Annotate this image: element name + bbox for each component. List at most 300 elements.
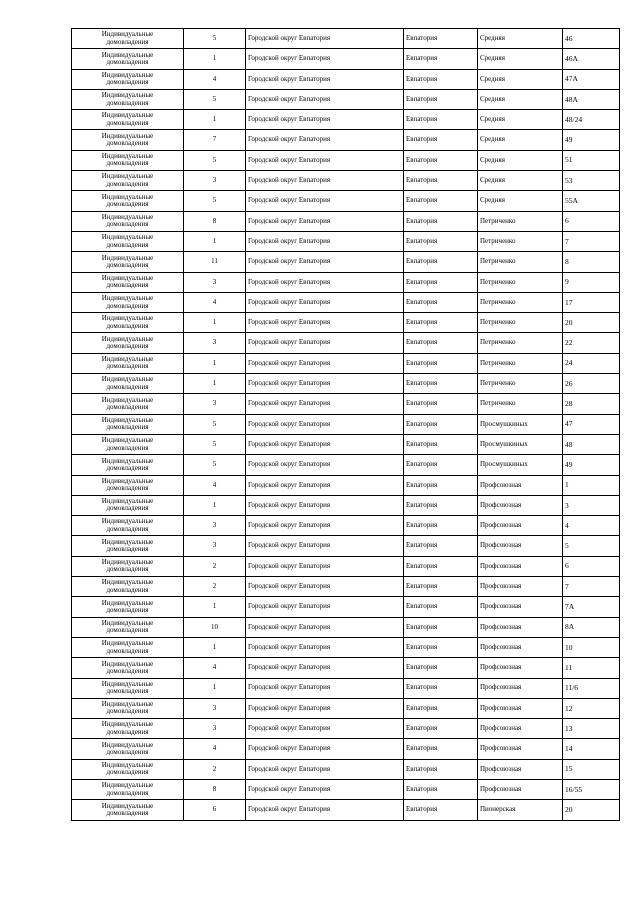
cell-street: Средняя <box>478 191 563 211</box>
table-row <box>72 678 620 698</box>
cell-street: Петриченко <box>478 231 563 251</box>
cell-district: Городской округ Евпатория <box>246 739 404 759</box>
property-type-text: домовладения <box>106 484 149 493</box>
cell-count: 1 <box>184 374 246 394</box>
cell-street: Средняя <box>478 171 563 191</box>
table-row <box>72 455 620 475</box>
property-type-text: Индивидуальные <box>101 253 154 262</box>
cell-property-type <box>72 536 184 556</box>
cell-house-number: 3 <box>563 495 620 515</box>
cell-count: 4 <box>184 69 246 89</box>
cell-city: Евпатория <box>404 495 478 515</box>
table-row <box>72 719 620 739</box>
cell-property-type <box>72 414 184 434</box>
cell-house-number: 46 <box>563 29 620 49</box>
cell-district: Городской округ Евпатория <box>246 637 404 657</box>
cell-property-type <box>72 252 184 272</box>
property-type-text: Индивидуальные <box>101 50 154 59</box>
property-type-text: Индивидуальные <box>101 375 154 384</box>
cell-city: Евпатория <box>404 617 478 637</box>
cell-count: 4 <box>184 475 246 495</box>
cell-property-type <box>72 516 184 536</box>
cell-city: Евпатория <box>404 49 478 69</box>
cell-property-type <box>72 658 184 678</box>
property-type-text: Индивидуальные <box>101 91 154 100</box>
table-row <box>72 556 620 576</box>
property-type-text: Индивидуальные <box>101 436 154 445</box>
cell-street: Просмушкиных <box>478 455 563 475</box>
cell-count: 4 <box>184 658 246 678</box>
cell-district: Городской округ Евпатория <box>246 475 404 495</box>
cell-house-number: 47А <box>563 69 620 89</box>
cell-district: Городской округ Евпатория <box>246 211 404 231</box>
cell-house-number: 10 <box>563 637 620 657</box>
property-type-text: Индивидуальные <box>101 111 154 120</box>
cell-city: Евпатория <box>404 353 478 373</box>
cell-district: Городской округ Евпатория <box>246 779 404 799</box>
cell-district: Городской округ Евпатория <box>246 353 404 373</box>
property-type-text: домовладения <box>106 768 149 777</box>
cell-street: Профсоюзная <box>478 617 563 637</box>
cell-district: Городской округ Евпатория <box>246 252 404 272</box>
property-type-text: Индивидуальные <box>101 639 154 648</box>
cell-street: Профсоюзная <box>478 637 563 657</box>
property-type-text: домовладения <box>106 707 149 716</box>
cell-street: Профсоюзная <box>478 719 563 739</box>
cell-district: Городской округ Евпатория <box>246 414 404 434</box>
cell-city: Евпатория <box>404 779 478 799</box>
cell-count: 4 <box>184 739 246 759</box>
cell-city: Евпатория <box>404 171 478 191</box>
cell-street: Средняя <box>478 89 563 109</box>
cell-district: Городской округ Евпатория <box>246 719 404 739</box>
cell-city: Евпатория <box>404 556 478 576</box>
cell-house-number: 49 <box>563 130 620 150</box>
property-type-text: Индивидуальные <box>101 618 154 627</box>
cell-property-type <box>72 779 184 799</box>
cell-count: 10 <box>184 617 246 637</box>
property-type-text: домовладения <box>106 646 149 655</box>
property-type-text: Индивидуальные <box>101 700 154 709</box>
cell-district: Городской округ Евпатория <box>246 495 404 515</box>
cell-street: Профсоюзная <box>478 516 563 536</box>
cell-street: Средняя <box>478 69 563 89</box>
cell-count: 5 <box>184 89 246 109</box>
cell-house-number: 48/24 <box>563 110 620 130</box>
cell-house-number: 1 <box>563 475 620 495</box>
cell-district: Городской округ Евпатория <box>246 434 404 454</box>
property-type-text: Индивидуальные <box>101 152 154 161</box>
cell-count: 2 <box>184 577 246 597</box>
table-row <box>72 617 620 637</box>
cell-count: 7 <box>184 130 246 150</box>
cell-city: Евпатория <box>404 313 478 333</box>
property-type-text: домовладения <box>106 342 149 351</box>
property-type-text: домовладения <box>106 748 149 757</box>
cell-street: Средняя <box>478 130 563 150</box>
property-type-text: домовладения <box>106 524 149 533</box>
cell-city: Евпатория <box>404 597 478 617</box>
cell-property-type <box>72 272 184 292</box>
cell-street: Петриченко <box>478 394 563 414</box>
cell-house-number: 20 <box>563 313 620 333</box>
cell-city: Евпатория <box>404 29 478 49</box>
table-row <box>72 658 620 678</box>
cell-property-type <box>72 394 184 414</box>
cell-street: Пионерская <box>478 800 563 820</box>
cell-district: Городской округ Евпатория <box>246 89 404 109</box>
table-row <box>72 597 620 617</box>
cell-property-type <box>72 231 184 251</box>
table-row <box>72 211 620 231</box>
property-type-text: Индивидуальные <box>101 212 154 221</box>
cell-count: 5 <box>184 434 246 454</box>
cell-city: Евпатория <box>404 231 478 251</box>
cell-district: Городской округ Евпатория <box>246 374 404 394</box>
cell-city: Евпатория <box>404 516 478 536</box>
cell-district: Городской округ Евпатория <box>246 698 404 718</box>
property-type-text: домовладения <box>106 301 149 310</box>
cell-district: Городской округ Евпатория <box>246 577 404 597</box>
cell-street: Средняя <box>478 110 563 130</box>
property-type-text: домовладения <box>106 808 149 817</box>
cell-district: Городской округ Евпатория <box>246 130 404 150</box>
property-type-text: Индивидуальные <box>101 334 154 343</box>
property-type-text: Индивидуальные <box>101 395 154 404</box>
cell-street: Петриченко <box>478 374 563 394</box>
cell-city: Евпатория <box>404 252 478 272</box>
property-type-text: домовладения <box>106 37 149 46</box>
property-type-text: домовладения <box>106 504 149 513</box>
cell-street: Петриченко <box>478 211 563 231</box>
property-type-text: домовладения <box>106 585 149 594</box>
table-row <box>72 252 620 272</box>
cell-count: 11 <box>184 252 246 272</box>
cell-house-number: 7А <box>563 597 620 617</box>
cell-count: 1 <box>184 313 246 333</box>
cell-district: Городской округ Евпатория <box>246 313 404 333</box>
cell-city: Евпатория <box>404 698 478 718</box>
cell-count: 3 <box>184 394 246 414</box>
cell-property-type <box>72 719 184 739</box>
cell-house-number: 47 <box>563 414 620 434</box>
cell-street: Просмушкиных <box>478 414 563 434</box>
cell-district: Городской округ Евпатория <box>246 800 404 820</box>
table-row <box>72 29 620 49</box>
cell-property-type <box>72 211 184 231</box>
table-row <box>72 272 620 292</box>
cell-district: Городской округ Евпатория <box>246 536 404 556</box>
cell-city: Евпатория <box>404 89 478 109</box>
property-type-text: домовладения <box>106 382 149 391</box>
cell-count: 1 <box>184 231 246 251</box>
cell-house-number: 6 <box>563 211 620 231</box>
cell-district: Городской округ Евпатория <box>246 617 404 637</box>
cell-house-number: 14 <box>563 739 620 759</box>
cell-property-type <box>72 333 184 353</box>
cell-street: Профсоюзная <box>478 536 563 556</box>
cell-city: Евпатория <box>404 110 478 130</box>
cell-property-type <box>72 150 184 170</box>
cell-property-type <box>72 617 184 637</box>
cell-house-number: 7 <box>563 577 620 597</box>
cell-property-type <box>72 353 184 373</box>
cell-city: Евпатория <box>404 577 478 597</box>
cell-street: Профсоюзная <box>478 495 563 515</box>
table-row <box>72 89 620 109</box>
cell-street: Петриченко <box>478 252 563 272</box>
property-type-text: домовладения <box>106 727 149 736</box>
cell-count: 1 <box>184 495 246 515</box>
cell-count: 5 <box>184 455 246 475</box>
cell-street: Профсоюзная <box>478 556 563 576</box>
cell-house-number: 26 <box>563 374 620 394</box>
property-type-text: домовладения <box>106 200 149 209</box>
cell-street: Средняя <box>478 49 563 69</box>
cell-street: Профсоюзная <box>478 577 563 597</box>
cell-property-type <box>72 455 184 475</box>
cell-district: Городской округ Евпатория <box>246 759 404 779</box>
property-type-text: Индивидуальные <box>101 30 154 39</box>
cell-house-number: 48 <box>563 434 620 454</box>
property-type-text: Индивидуальные <box>101 517 154 526</box>
cell-count: 4 <box>184 292 246 312</box>
cell-district: Городской округ Евпатория <box>246 556 404 576</box>
table-row <box>72 414 620 434</box>
cell-house-number: 13 <box>563 719 620 739</box>
cell-street: Профсоюзная <box>478 678 563 698</box>
table-row <box>72 495 620 515</box>
property-type-text: Индивидуальные <box>101 131 154 140</box>
cell-house-number: 8 <box>563 252 620 272</box>
cell-city: Евпатория <box>404 272 478 292</box>
cell-street: Петриченко <box>478 333 563 353</box>
cell-city: Евпатория <box>404 536 478 556</box>
cell-house-number: 55А <box>563 191 620 211</box>
table-row <box>72 333 620 353</box>
cell-property-type <box>72 698 184 718</box>
cell-property-type <box>72 800 184 820</box>
cell-property-type <box>72 637 184 657</box>
property-type-text: Индивидуальные <box>101 355 154 364</box>
property-type-text: домовладения <box>106 281 149 290</box>
property-type-text: домовладения <box>106 78 149 87</box>
cell-house-number: 16/55 <box>563 779 620 799</box>
property-type-text: домовладения <box>106 118 149 127</box>
cell-house-number: 20 <box>563 800 620 820</box>
cell-property-type <box>72 475 184 495</box>
cell-street: Петриченко <box>478 272 563 292</box>
cell-count: 1 <box>184 353 246 373</box>
property-type-text: Индивидуальные <box>101 679 154 688</box>
cell-district: Городской округ Евпатория <box>246 69 404 89</box>
cell-count: 3 <box>184 272 246 292</box>
table-row <box>72 69 620 89</box>
table-row <box>72 231 620 251</box>
address-table <box>71 28 620 821</box>
cell-city: Евпатория <box>404 130 478 150</box>
property-type-text: Индивидуальные <box>101 70 154 79</box>
table-row <box>72 536 620 556</box>
table-row <box>72 49 620 69</box>
table-row <box>72 516 620 536</box>
cell-street: Средняя <box>478 29 563 49</box>
property-type-text: Индивидуальные <box>101 476 154 485</box>
cell-house-number: 17 <box>563 292 620 312</box>
cell-house-number: 11/6 <box>563 678 620 698</box>
table-row <box>72 434 620 454</box>
cell-street: Профсоюзная <box>478 698 563 718</box>
property-type-text: Индивидуальные <box>101 801 154 810</box>
cell-city: Евпатория <box>404 759 478 779</box>
cell-property-type <box>72 89 184 109</box>
cell-count: 5 <box>184 29 246 49</box>
cell-street: Петриченко <box>478 313 563 333</box>
property-type-text: Индивидуальные <box>101 233 154 242</box>
cell-property-type <box>72 49 184 69</box>
property-type-text: домовладения <box>106 687 149 696</box>
cell-count: 3 <box>184 719 246 739</box>
cell-property-type <box>72 434 184 454</box>
cell-street: Петриченко <box>478 353 563 373</box>
cell-house-number: 48А <box>563 89 620 109</box>
cell-street: Просмушкиных <box>478 434 563 454</box>
cell-property-type <box>72 130 184 150</box>
table-row <box>72 171 620 191</box>
cell-count: 3 <box>184 171 246 191</box>
cell-property-type <box>72 597 184 617</box>
property-type-text: Индивидуальные <box>101 537 154 546</box>
table-row <box>72 374 620 394</box>
cell-count: 1 <box>184 110 246 130</box>
table-body <box>72 29 620 821</box>
cell-count: 1 <box>184 637 246 657</box>
cell-property-type <box>72 171 184 191</box>
cell-street: Петриченко <box>478 292 563 312</box>
property-type-text: домовладения <box>106 545 149 554</box>
property-type-text: Индивидуальные <box>101 294 154 303</box>
cell-house-number: 24 <box>563 353 620 373</box>
cell-house-number: 8А <box>563 617 620 637</box>
property-type-text: домовладения <box>106 57 149 66</box>
cell-count: 6 <box>184 800 246 820</box>
cell-street: Профсоюзная <box>478 759 563 779</box>
cell-district: Городской округ Евпатория <box>246 658 404 678</box>
property-type-text: Индивидуальные <box>101 415 154 424</box>
cell-street: Профсоюзная <box>478 739 563 759</box>
cell-district: Городской округ Евпатория <box>246 29 404 49</box>
cell-property-type <box>72 495 184 515</box>
property-type-text: домовладения <box>106 626 149 635</box>
table-row <box>72 313 620 333</box>
cell-district: Городской округ Евпатория <box>246 516 404 536</box>
cell-property-type <box>72 29 184 49</box>
cell-property-type <box>72 191 184 211</box>
cell-house-number: 4 <box>563 516 620 536</box>
cell-city: Евпатория <box>404 434 478 454</box>
cell-city: Евпатория <box>404 719 478 739</box>
property-type-text: домовладения <box>106 788 149 797</box>
table-row <box>72 800 620 820</box>
cell-city: Евпатория <box>404 191 478 211</box>
cell-street: Профсоюзная <box>478 597 563 617</box>
cell-district: Городской округ Евпатория <box>246 455 404 475</box>
cell-house-number: 22 <box>563 333 620 353</box>
property-type-text: домовладения <box>106 321 149 330</box>
cell-house-number: 9 <box>563 272 620 292</box>
cell-city: Евпатория <box>404 739 478 759</box>
property-type-text: Индивидуальные <box>101 760 154 769</box>
cell-city: Евпатория <box>404 394 478 414</box>
cell-house-number: 28 <box>563 394 620 414</box>
cell-count: 2 <box>184 759 246 779</box>
table-row <box>72 577 620 597</box>
cell-count: 5 <box>184 191 246 211</box>
property-type-text: Индивидуальные <box>101 659 154 668</box>
table-row <box>72 150 620 170</box>
property-type-text: Индивидуальные <box>101 781 154 790</box>
property-type-text: домовладения <box>106 139 149 148</box>
cell-city: Евпатория <box>404 678 478 698</box>
property-type-text: домовладения <box>106 443 149 452</box>
cell-district: Городской округ Евпатория <box>246 150 404 170</box>
cell-city: Евпатория <box>404 211 478 231</box>
cell-count: 1 <box>184 597 246 617</box>
property-type-text: Индивидуальные <box>101 598 154 607</box>
cell-city: Евпатория <box>404 475 478 495</box>
property-type-text: домовладения <box>106 260 149 269</box>
cell-district: Городской округ Евпатория <box>246 191 404 211</box>
property-type-text: Индивидуальные <box>101 314 154 323</box>
cell-city: Евпатория <box>404 414 478 434</box>
cell-property-type <box>72 313 184 333</box>
cell-street: Профсоюзная <box>478 779 563 799</box>
cell-property-type <box>72 556 184 576</box>
property-type-text: домовладения <box>106 98 149 107</box>
cell-city: Евпатория <box>404 658 478 678</box>
property-type-text: Индивидуальные <box>101 720 154 729</box>
property-type-text: Индивидуальные <box>101 192 154 201</box>
cell-count: 8 <box>184 779 246 799</box>
cell-count: 3 <box>184 516 246 536</box>
property-type-text: Индивидуальные <box>101 497 154 506</box>
cell-count: 2 <box>184 556 246 576</box>
cell-district: Городской округ Евпатория <box>246 49 404 69</box>
cell-property-type <box>72 374 184 394</box>
table-row <box>72 394 620 414</box>
cell-house-number: 7 <box>563 231 620 251</box>
property-type-text: Индивидуальные <box>101 273 154 282</box>
cell-city: Евпатория <box>404 150 478 170</box>
property-type-text: домовладения <box>106 179 149 188</box>
property-type-text: домовладения <box>106 220 149 229</box>
cell-city: Евпатория <box>404 800 478 820</box>
cell-city: Евпатория <box>404 69 478 89</box>
cell-house-number: 53 <box>563 171 620 191</box>
cell-count: 1 <box>184 678 246 698</box>
cell-city: Евпатория <box>404 333 478 353</box>
cell-city: Евпатория <box>404 374 478 394</box>
cell-count: 1 <box>184 49 246 69</box>
property-type-text: домовладения <box>106 666 149 675</box>
property-type-text: домовладения <box>106 463 149 472</box>
table-row <box>72 739 620 759</box>
cell-district: Городской округ Евпатория <box>246 110 404 130</box>
property-type-text: домовладения <box>106 362 149 371</box>
cell-property-type <box>72 739 184 759</box>
cell-district: Городской округ Евпатория <box>246 292 404 312</box>
cell-house-number: 5 <box>563 536 620 556</box>
